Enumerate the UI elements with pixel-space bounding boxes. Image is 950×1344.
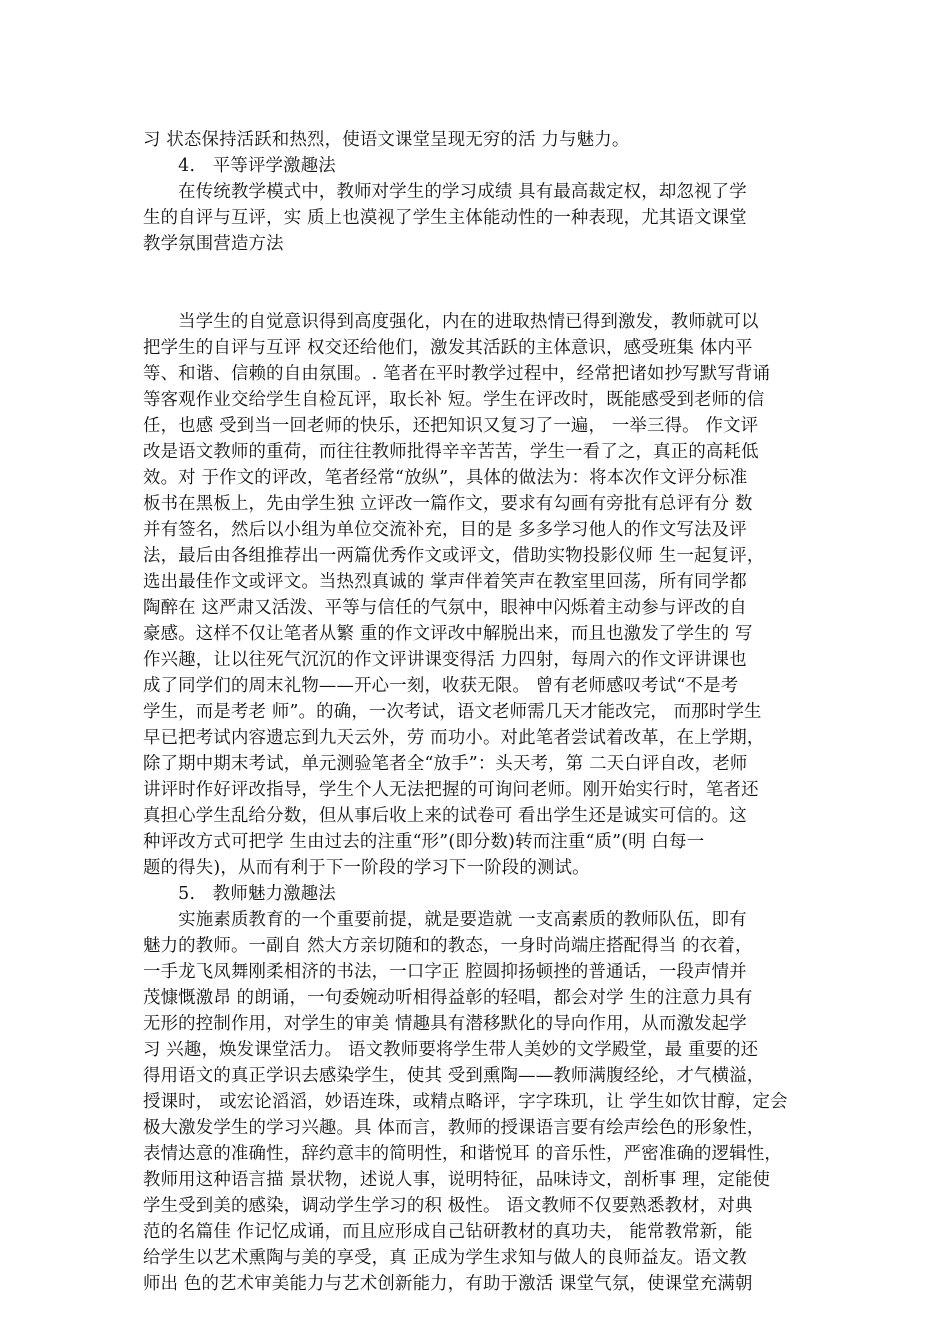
text-line: 实施素质教育的一个重要前提，就是要造就 一支高素质的教师队伍，即有 [143, 910, 747, 930]
text-line: 等客观作业交给学生自检瓦评，取长补 短。学生在评改时，既能感受到老师的信 [143, 390, 765, 410]
text-line: 教师用这种语言描 景状物，述说人事，说明特征，品味诗文，剖析事 理，定能使 [143, 1170, 771, 1190]
text-line: 极大激发学生的学习兴趣。具 体而言，教师的授课语言要有绘声绘色的形象性， [143, 1118, 765, 1138]
text-line: 范的名篇佳 作记忆成诵，而且应形成自己钻研教材的真功夫， 能常教常新，能 [143, 1222, 753, 1242]
text-line: 效。对 于作文的评改，笔者经常“放纵”，具体的做法为：将本次作文评分标准 [143, 468, 748, 488]
text-line: 在传统教学模式中，教师对学生的学习成绩 具有最高裁定权，却忽视了学 [143, 182, 747, 202]
text-line: 授课时， 或宏论滔滔，妙语连珠，或精点略评，字字珠玑，让 学生如饮甘醇，定会 [143, 1092, 788, 1112]
text-line: 师出 色的艺术审美能力与艺术创新能力，有助于激活 课堂气氛，使课堂充满朝 [143, 1274, 753, 1294]
text-line: 陶醉在 这严肃又活泼、平等与信任的气氛中，眼神中闪烁着主动参与评改的自 [143, 598, 747, 618]
text-line: 给学生以艺术熏陶与美的享受，真 正成为学生求知与做人的良师益友。语文教 [143, 1248, 747, 1268]
text-line: 把学生的自评与互评 权交还给他们，激发其活跃的主体意识，感受班集 体内平 [143, 338, 753, 358]
text-line: 改是语文教师的重荷，而往往教师批得辛辛苦苦，学生一看了之，真正的高耗低 [143, 442, 759, 462]
text-line: 得用语文的真正学识去感染学生，使其 受到熏陶——教师满腹经纶，才气横溢， [143, 1066, 765, 1086]
text-line: 5. 教师魅力激趣法 [143, 884, 336, 904]
text-line: 当学生的自觉意识得到高度强化，内在的进取热情已得到激发，教师就可以 [143, 312, 759, 332]
text-line: 成了同学们的周末礼物——开心一刻，收获无限。 曾有老师感叹考试“不是考 [143, 676, 739, 696]
text-line: 豪感。这样不仅让笔者从繁 重的作文评改中解脱出来，而且也激发了学生的 写 [143, 624, 753, 644]
text-line: 并有签名，然后以小组为单位交流补充，目的是 多多学习他人的作文写法及评 [143, 520, 747, 540]
text-line: 魅力的教师。一副自 然大方亲切随和的教态，一身时尚端庄搭配得当 的衣着， [143, 936, 753, 956]
text-line: 生的自评与互评，实 质上也漠视了学生主体能动性的一种表现，尤其语文课堂 [143, 208, 747, 228]
text-line: 除了期中期末考试，单元测验笔者全“放手”：头天考，第 二天白评自改，老师 [143, 754, 748, 774]
text-line: 表情达意的准确性，辞约意丰的简明性，和谐悦耳 的音乐性，严密准确的逻辑性， [143, 1144, 782, 1164]
text-line: 习 状态保持活跃和热烈，使语文课堂呈现无穷的活 力与魅力。 [143, 130, 630, 150]
text-line: 一手龙飞凤舞刚柔相济的书法，一口字正 腔圆抑扬顿挫的普通话，一段声情并 [143, 962, 747, 982]
text-line: 种评改方式可把学 生由过去的注重“形”(即分数)转而注重“质”(明 白每一 [143, 832, 705, 852]
paragraph-gap [143, 257, 808, 309]
text-line: 真担心学生乱给分数，但从事后收上来的试卷可 看出学生还是诚实可信的。这 [143, 806, 747, 826]
text-line: 题的得失)，从而有利于下一阶段的学习下一阶段的测试。 [143, 858, 590, 878]
text-line: 教学氛围营造方法 [143, 234, 284, 254]
text-line: 等、和谐、信赖的自由氛围。. 笔者在平时教学过程中，经常把诸如抄写默写背诵 [143, 364, 771, 384]
text-line: 选出最佳作文或评文。当热烈真诚的 掌声伴着笑声在教室里回荡，所有同学都 [143, 572, 747, 592]
text-line: 茂慷慨激昂 的朗诵，一句委婉动听相得益彰的轻唱，都会对学 生的注意力具有 [143, 988, 753, 1008]
text-line: 板书在黑板上，先由学生独 立评改一篇作文，要求有勾画有旁批有总评有分 数 [143, 494, 753, 514]
text-line: 任，也感 受到当一回老师的快乐，还把知识又复习了一遍， 一举三得。 作文评 [143, 416, 759, 436]
document-body [143, 127, 808, 1297]
text-line: 讲评时作好评改指导，学生个人无法把握的可询问老师。刚开始实行时，笔者还 [143, 780, 759, 800]
text-line: 作兴趣，让以往死气沉沉的作文评讲课变得活 力四射，每周六的作文评讲课也 [143, 650, 747, 670]
text-line: 4. 平等评学激趣法 [143, 156, 336, 176]
text-line: 无形的控制作用，对学生的审美 情趣具有潜移默化的导向作用，从而激发起学 [143, 1014, 747, 1034]
text-line: 习 兴趣，焕发课堂活力。 语文教师要将学生带人美妙的文学殿堂，最 重要的还 [143, 1040, 759, 1060]
text-line: 学生受到美的感染，调动学生学习的积 极性。 语文教师不仅要熟悉教材，对典 [143, 1196, 753, 1216]
text-line: 早已把考试内容遗忘到九天云外，劳 而功小。对此笔者尝试着改革，在上学期， [143, 728, 765, 748]
text-line: 学生，而是考老 师”。的确，一次考试，语文老师需几天才能改完， 而那时学生 [143, 702, 762, 722]
text-line: 法，最后由各组推荐出一两篇优秀作文或评文，借助实物投影仪师 生一起复评， [143, 546, 765, 566]
